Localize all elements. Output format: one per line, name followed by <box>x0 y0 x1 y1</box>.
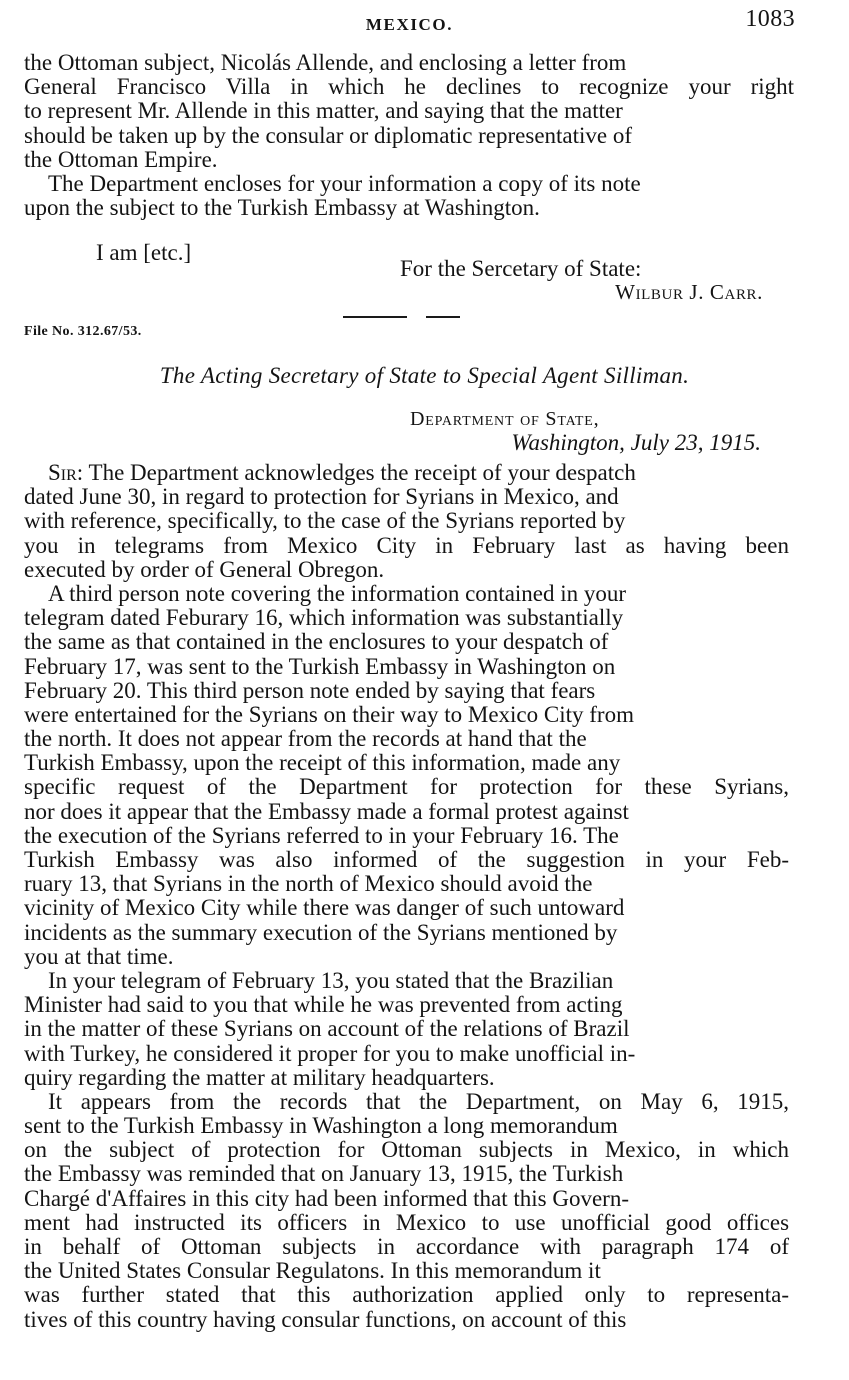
text-line-content: should be taken up by the consular or diplomatic representative of <box>24 122 633 148</box>
section-divider <box>426 316 460 318</box>
text-line-content: specific request of the Department for protection for these Syrians, <box>24 774 789 800</box>
text-line-content: telegram dated Feburary 16, which information was substantially <box>24 605 624 631</box>
document-heading: The Acting Secretary of State to Special Agent Silliman. <box>159 363 690 388</box>
text-line-content: ment had instructed its officers in Mexico to use unofficial good offices <box>24 1209 790 1235</box>
text-line <box>24 485 789 509</box>
file-number: File No. 312.67/53. <box>24 324 142 339</box>
text-line <box>24 1283 789 1307</box>
text-line-content: upon the subject to the Turkish Embassy at Washington. <box>24 195 540 221</box>
page-number: 1083 <box>745 6 795 32</box>
text-line-content: sent to the Turkish Embassy in Washington a long memorandum <box>24 1113 618 1139</box>
text-line <box>24 1211 789 1235</box>
running-head-title: MEXICO. <box>365 15 454 34</box>
text-line <box>24 1017 789 1041</box>
text-line <box>24 848 789 872</box>
text-line-content: February 20. This third person note ended by saying that fears <box>24 677 596 703</box>
text-line-content: the Embassy was reminded that on January 13, 1915, the Turkish <box>24 1161 624 1187</box>
text-line-content: you at that time. <box>24 943 174 969</box>
text-line-content: you in telegrams from Mexico City in February last as having been <box>24 532 789 558</box>
text-line-content: General Francisco Villa in which he declines to recognize your right <box>24 74 795 100</box>
text-line <box>24 148 794 172</box>
text-line-content: on the subject of protection for Ottoman subjects in Mexico, in which <box>24 1137 789 1163</box>
text-line <box>24 1066 789 1090</box>
dateline-place-date: Washington, July 23, 1915. <box>511 430 761 455</box>
text-line-content: with reference, specifically, to the case of the Syrians reported by <box>24 508 626 534</box>
text-line <box>24 655 789 679</box>
text-line <box>24 1138 789 1162</box>
text-line <box>24 703 789 727</box>
text-line-content: The Department encloses for your information a copy of its note <box>48 170 641 196</box>
text-line-content: In your telegram of February 13, you stated that the Brazilian <box>48 967 614 993</box>
text-line <box>24 509 789 533</box>
text-line <box>24 679 789 703</box>
text-line-content: It appears from the records that the Department, on May 6, 1915, <box>48 1088 789 1114</box>
text-line-content: the same as that contained in the enclosures to your despatch of <box>24 629 609 655</box>
text-line-content: Turkish Embassy was also informed of the suggestion in your Feb- <box>24 847 789 872</box>
text-line-content: February 17, was sent to the Turkish Embassy in Washington on <box>24 653 616 679</box>
text-line-content: the Ottoman Empire. <box>24 146 218 172</box>
text-line <box>24 99 794 123</box>
text-line-content: Minister had said to you that while he was prevented from acting <box>24 992 623 1018</box>
text-line <box>24 1162 789 1186</box>
text-line-content: the United States Consular Regulatons. In this memorandum it <box>24 1258 601 1284</box>
text-line <box>24 1235 789 1259</box>
text-line-content: vicinity of Mexico City while there was danger of such untoward <box>24 895 625 921</box>
text-line-content: the execution of the Syrians referred to in your February 16. The <box>24 822 619 848</box>
text-line <box>24 896 789 920</box>
text-line-content: dated June 30, in regard to protection for Syrians in Mexico, and <box>24 484 619 510</box>
text-line-content: was further stated that this authorization applied only to representa- <box>24 1282 789 1308</box>
letter-body <box>24 461 789 1332</box>
salutation: Sir <box>48 460 77 485</box>
text-line <box>24 1187 789 1211</box>
text-line <box>24 921 789 945</box>
top-letter-continuation <box>24 51 794 220</box>
text-line <box>24 630 789 654</box>
text-line <box>24 582 789 606</box>
text-line <box>24 51 794 75</box>
running-head <box>24 6 795 36</box>
text-line-content: in the matter of these Syrians on account of the relations of Brazil <box>24 1016 630 1042</box>
text-line <box>24 969 789 993</box>
text-line <box>24 727 789 751</box>
text-line <box>24 558 789 582</box>
text-line-content: executed by order of General Obregon. <box>24 556 385 582</box>
text-line-content: A third person note covering the information contained in your <box>48 580 627 606</box>
text-line-content: quiry regarding the matter at military headquarters. <box>24 1064 495 1090</box>
text-line <box>24 872 789 896</box>
text-line-content: incidents as the summary execution of the Syrians mentioned by <box>24 919 618 945</box>
section-divider <box>343 316 407 318</box>
text-line <box>24 1308 789 1332</box>
text-line <box>24 775 789 799</box>
text-line-content: in behalf of Ottoman subjects in accordance with paragraph 174 of <box>24 1234 789 1259</box>
text-line <box>24 606 789 630</box>
signer-name: Wilbur J. Carr. <box>615 280 763 304</box>
text-line <box>24 1259 789 1283</box>
text-line <box>24 751 789 775</box>
text-line-content: with Turkey, he considered it proper for you to make unofficial in- <box>24 1040 636 1066</box>
text-line <box>24 800 789 824</box>
text-line <box>24 1114 789 1138</box>
dateline-department: Department of State, <box>410 408 600 430</box>
text-line <box>24 196 794 220</box>
text-line-content: Turkish Embassy, upon the receipt of this information, made any <box>24 750 621 776</box>
text-line-content: tives of this country having consular functions, on account of this <box>24 1306 627 1332</box>
text-line <box>24 824 789 848</box>
text-line-content: the Ottoman subject, Nicolás Allende, and enclosing a letter from <box>24 50 627 75</box>
text-line-content: ruary 13, that Syrians in the north of Mexico should avoid the <box>24 871 593 897</box>
text-line-content: nor does it appear that the Embassy made a formal protest against <box>24 798 629 824</box>
text-line <box>24 993 789 1017</box>
text-line-content: to represent Mr. Allende in this matter, and saying that the matter <box>24 98 623 124</box>
signature-line: For the Sercetary of State: <box>400 256 642 281</box>
closing-phrase: I am [etc.] <box>96 240 192 265</box>
text-line <box>24 945 789 969</box>
text-line <box>24 1042 789 1066</box>
text-line-content: Chargé d'Affaires in this city had been informed that this Govern- <box>24 1185 629 1211</box>
text-line-content: the north. It does not appear from the records at hand that the <box>24 726 587 752</box>
text-line-content: : The Department acknowledges the receipt of your despatch <box>76 460 636 485</box>
text-line <box>24 124 794 148</box>
text-line <box>24 75 794 99</box>
text-line <box>24 461 789 485</box>
text-line-content: were entertained for the Syrians on their way to Mexico City from <box>24 701 634 727</box>
text-line <box>24 534 789 558</box>
text-line <box>24 1090 789 1114</box>
text-line <box>24 172 794 196</box>
